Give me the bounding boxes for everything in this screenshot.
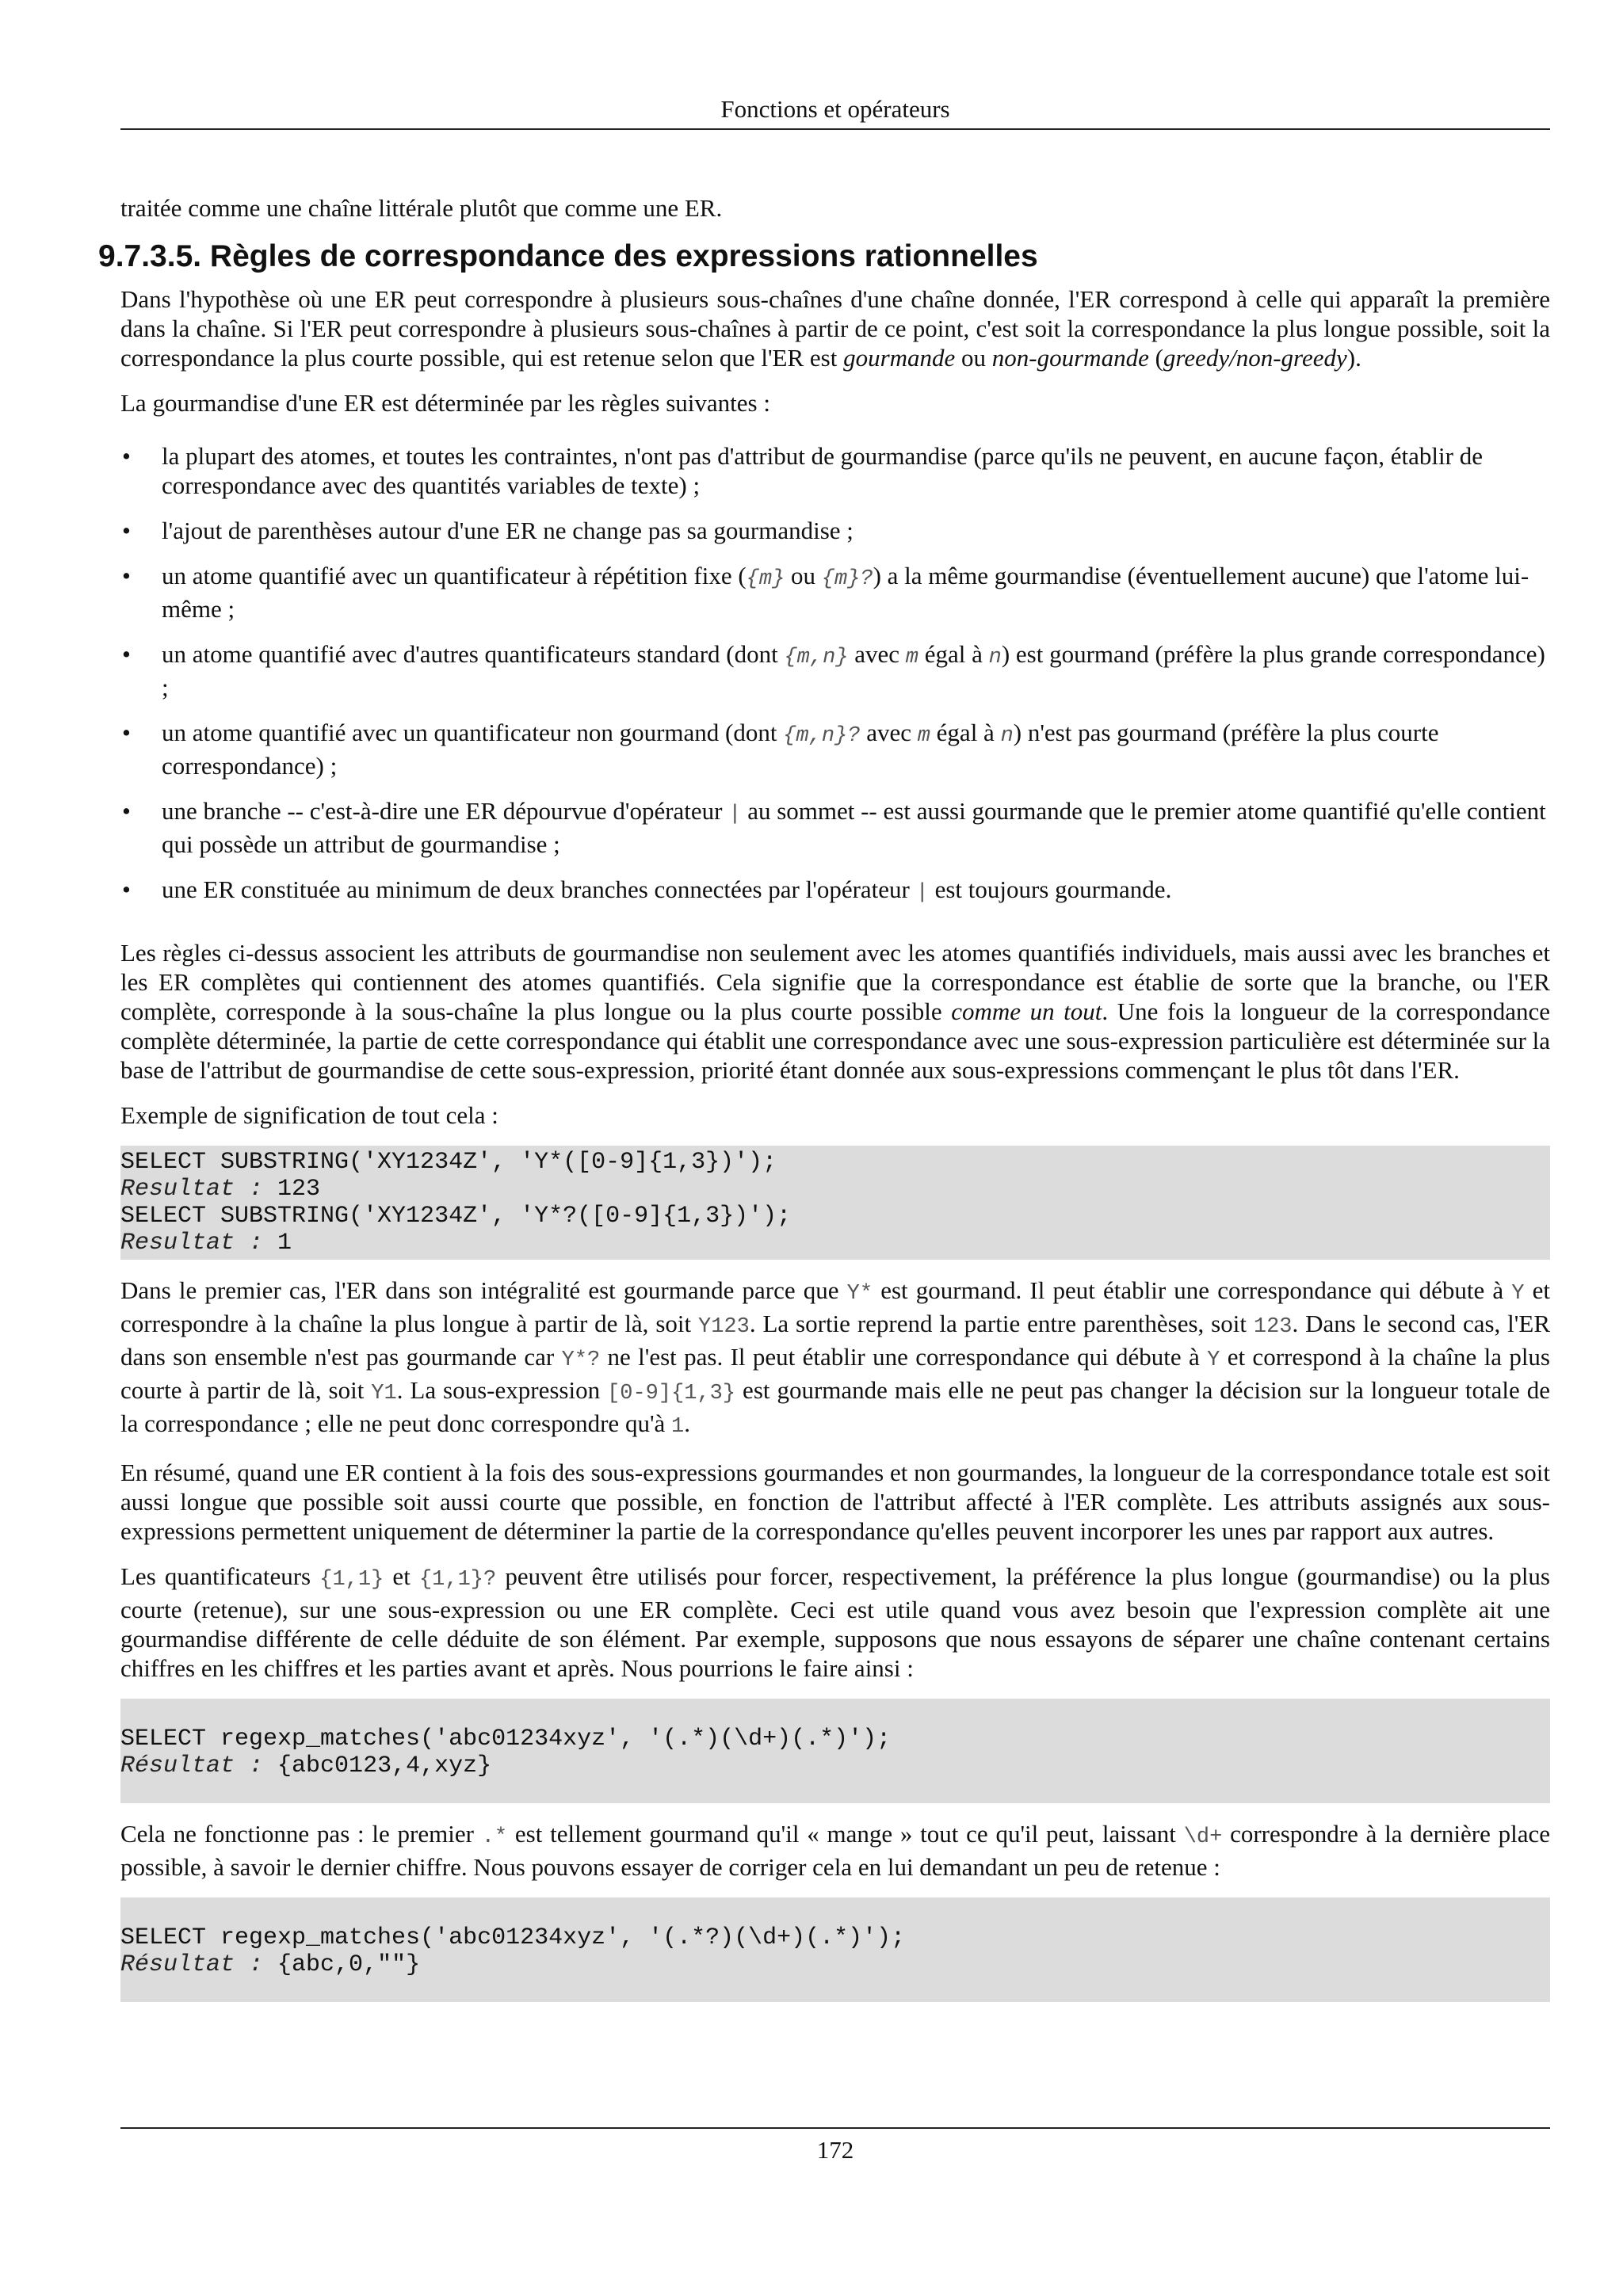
bullet-icon: • (122, 442, 131, 470)
code-line: SELECT SUBSTRING('XY1234Z', 'Y*?([0-9]{1,3})'); (120, 1203, 792, 1230)
bullet-icon: • (122, 875, 131, 903)
code-block-substring-example (120, 1146, 1550, 1260)
bullet-icon: • (122, 517, 131, 544)
paragraph-quantifiers: Les quantificateurs {1,1} et {1,1}? peuvent être utilisés pour forcer, respectivement, la préférence la plus longue (gourmandise) ou la plus courte (retenue), sur une sous-expression ou une ER complète. Ceci est utile quand vous avez besoin que l'expression complète ait une gourmandise différente de celle déduite de son élément. Par exemple, supposons que nous essayons de séparer une chaîne contenant certains chiffres en les chiffres et les parties avant et après. Nous pourrions le faire ainsi : (120, 1562, 1550, 1682)
running-header: Fonctions et opérateurs (720, 95, 950, 123)
intro-line: traitée comme une chaîne littérale plutôt que comme une ER. (120, 194, 723, 222)
bullet-icon: • (122, 719, 131, 746)
code-line: SELECT SUBSTRING('XY1234Z', 'Y*([0-9]{1,3})'); (120, 1149, 777, 1176)
paragraph-rules-intro: La gourmandise d'une ER est déterminée par les règles suivantes : (120, 389, 770, 417)
list-item: • la plupart des atomes, et toutes les contraintes, n'ont pas d'attribut de gourmandise (parce qu'ils ne peuvent, en aucune façon, établir de correspondance avec des quantités variables de texte) ; (122, 442, 1483, 499)
page-content (98, 193, 1551, 2018)
rules-list (120, 441, 1550, 908)
code-line: Résultat : {abc0123,4,xyz} (120, 1753, 492, 1779)
bullet-icon: • (122, 640, 131, 668)
section-title: 9.7.3.5. Règles de correspondance des expressions rationnelles (98, 239, 1038, 273)
paragraph-greedy-intro: Dans l'hypothèse où une ER peut correspondre à plusieurs sous-chaînes d'une chaîne donnée, l'ER correspond à celle qui apparaît la première dans la chaîne. Si l'ER peut correspondre à plusieurs sous-chaînes à partir de ce point, c'est soit la correspondance la plus longue possible, soit la correspondance la plus courte possible, qui est retenue selon que l'ER est gourmande ou non-gourmande (greedy/non-greedy). (120, 285, 1550, 372)
paragraph-example-explanation: Dans le premier cas, l'ER dans son intégralité est gourmande parce que Y* est gourmand. Il peut établir une correspondance qui débute à Y et correspondre à la chaîne la plus longue à partir de là, soit Y123. La sortie reprend la partie entre parenthèses, soit 123. Dans le second cas, l'ER dans son ensemble n'est pas gourmande car Y*? ne l'est pas. Il peut établir une correspondance qui débute à Y et correspond à la chaîne la plus courte à partir de là, soit Y1. La sous-expression [0-9]{1,3} est gourmande mais elle ne peut pas changer la décision sur la longueur totale de la correspondance ; elle ne peut donc correspondre qu'à 1. (120, 1276, 1551, 1439)
page-number: 172 (816, 2136, 854, 2164)
list-item: • une ER constituée au minimum de deux branches connectées par l'opérateur | est toujours gourmande. (122, 875, 1172, 905)
code-line: Résultat : {abc,0,""} (120, 1951, 421, 1978)
list-item: • un atome quantifié avec un quantificateur à répétition fixe ({m} ou {m}?) a la même gourmandise (éventuellement aucune) que l'atome lui-même ; (122, 562, 1529, 623)
paragraph-rules-explanation: Les règles ci-dessus associent les attributs de gourmandise non seulement avec les atomes quantifiés individuels, mais aussi avec les branches et les ER complètes qui contiennent des atomes quantifiés. Cela signifie que la correspondance est établie de sorte que la branche, ou l'ER complète, corresponde à la sous-chaîne la plus longue ou la plus courte possible comme un tout. Une fois la longueur de la correspondance complète déterminée, la partie de cette correspondance qui établit une correspondance avec une sous-expression particulière est déterminée sur la base de l'attribut de gourmandise de cette sous-expression, priorité étant donnée aux sous-expressions commençant le plus tôt dans l'ER. (120, 939, 1550, 1084)
code-line: Resultat : 123 (120, 1176, 321, 1203)
bullet-icon: • (122, 797, 131, 825)
list-item: • un atome quantifié avec un quantificateur non gourmand (dont {m,n}? avec m égal à n) n'est pas gourmand (préfère la plus courte correspondance) ; (122, 719, 1439, 780)
paragraph-summary: En résumé, quand une ER contient à la fois des sous-expressions gourmandes et non gourmandes, la longueur de la correspondance totale est soit aussi longue que possible soit aussi courte que possible, en fonction de l'attribut affecté à l'ER complète. Les attributs assignés aux sous-expressions permettent uniquement de déterminer la partie de la correspondance qu'elles peuvent incorporer les unes par rapport aux autres. (120, 1459, 1550, 1545)
list-item: • l'ajout de parenthèses autour d'une ER ne change pas sa gourmandise ; (122, 517, 854, 544)
code-block-regexp-greedy (120, 1699, 1550, 1803)
code-line: Resultat : 1 (120, 1230, 292, 1257)
paragraph-greedy-problem: Cela ne fonctionne pas : le premier .* est tellement gourmand qu'il « mange » tout ce qu'il peut, laissant \d+ correspondre à la dernière place possible, à savoir le dernier chiffre. Nous pouvons essayer de corriger cela en lui demandant un peu de retenue : (120, 1820, 1551, 1881)
code-block-regexp-nongreedy (120, 1897, 1550, 2002)
header-rule (120, 128, 1550, 130)
list-item: • une branche -- c'est-à-dire une ER dépourvue d'opérateur | au sommet -- est aussi gourmande que le premier atome quantifié qu'elle contient qui possède un attribut de gourmandise ; (122, 797, 1546, 858)
list-item: • un atome quantifié avec d'autres quantificateurs standard (dont {m,n} avec m égal à n) est gourmand (préfère la plus grande correspondance) ; (122, 640, 1545, 701)
code-line: SELECT regexp_matches('abc01234xyz', '(.*?)(\d+)(.*)'); (120, 1924, 906, 1951)
bullet-icon: • (122, 562, 131, 589)
code-line: SELECT regexp_matches('abc01234xyz', '(.*)(\d+)(.*)'); (120, 1726, 892, 1753)
paragraph-example-intro: Exemple de signification de tout cela : (120, 1101, 498, 1129)
footer-rule (120, 2127, 1550, 2129)
